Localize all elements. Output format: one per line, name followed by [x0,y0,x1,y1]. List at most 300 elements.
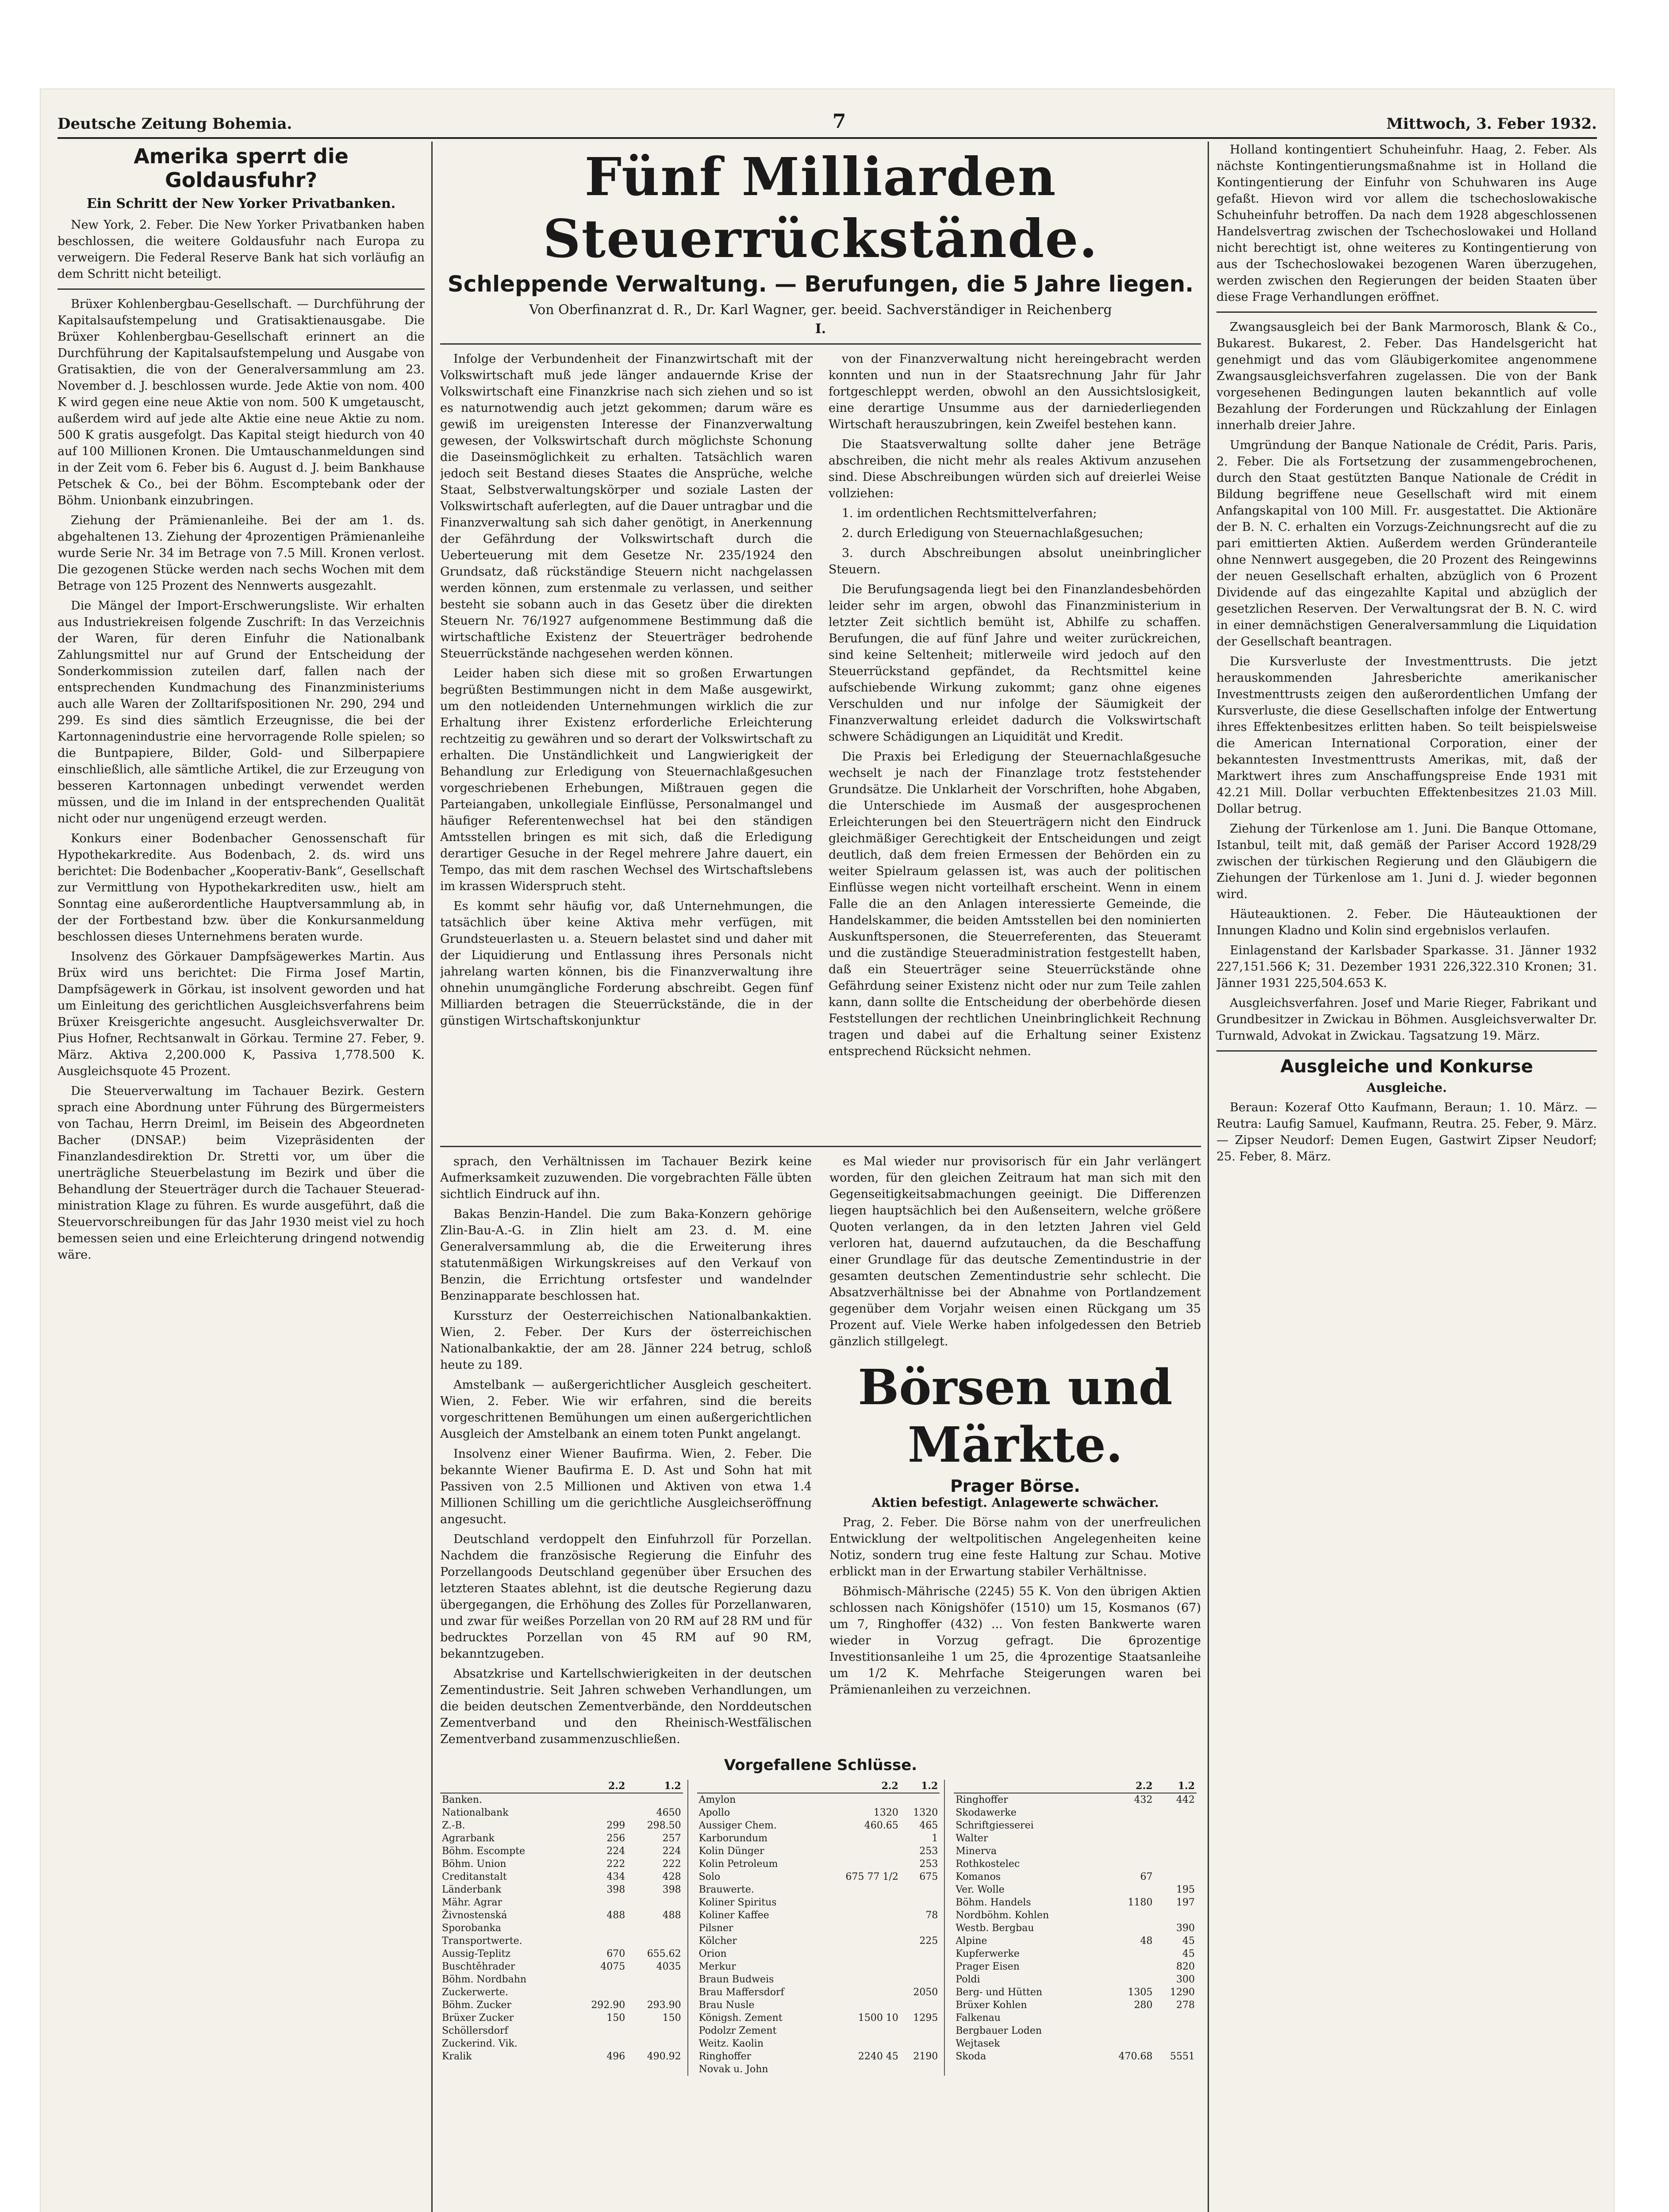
news-item: Häuteauktionen. 2. Feber. Die Häuteauktionen der Innungen Kladno und Kolin sind ergebnislos verlaufen. [1216,907,1597,937]
security-price: 655.62 [647,1948,681,1959]
security-name: Brau Nusle [698,2000,755,2011]
security-price [627,1935,683,1947]
security-price [900,2063,940,2076]
table-row [440,2024,683,2037]
table-row [697,1960,940,1973]
security-price: 67 [1140,1871,1153,1882]
table-row [954,1973,1197,1986]
security-price: 150 [606,2012,625,2024]
security-name: Walter [955,1833,988,1844]
security-name: Živnostenská [442,1910,507,1921]
security-price [900,2024,940,2037]
security-price [900,1947,940,1960]
security-name: Apollo [698,1807,730,1818]
news-item: Insolvenz des Görkauer Dampfsägewerkes Martin. Aus Brüx wird uns berichtet: Die Firma Josef Martin, Dampfsägewerk in Görkau, ist insolvent geworden und hat um Einleitung des gerichtlichen Ausgleichsverfahrens beim Brüxer Kreisgerichte angesucht. Ausgleichsverwalter Dr. Pius Hofner, Rechtsanwalt in Görkau. Termine 27. Feber, 9. März. Aktiva 2,200.000 K, Passiva 1,778.500 K. Ausgleichsquote 45 Prozent. [58,950,425,1078]
security-price [821,1793,900,1806]
security-price: 45 [1182,1948,1195,1959]
divider [1216,1050,1597,1052]
security-price: 1290 [1170,1987,1195,1998]
security-price: 278 [1176,2000,1195,2011]
ausgleiche-sub: Ausgleiche. [1366,1080,1447,1095]
news-item: Bakas Benzin-Handel. Die zum Baka-Konzern gehörige Zlin-Bau-A.-G. in Zlin hielt am 23. d. M. eine Generalversammlung ab, die die Erweiterung ihres statutenmäßigen Wirkungskreises auf den Verkauf von Benzin, die Errichtung ortsfester und wandelnder Benzinapparate beschlossen hat. [440,1207,812,1303]
right-column [1216,142,1597,2212]
security-name: Kralik [442,2051,472,2062]
news-item: Absatzkrise und Kartellschwierigkeiten in der deutschen Zementindustrie. Seit Jahren schweben Verhandlungen, um die beiden deutschen Zementverbände, den Norddeutschen Zementverband und den Rheinisch-Westfälischen Zementverband zusammenzuschließen. [440,1667,812,1746]
security-price: 293.90 [647,2000,681,2011]
security-name: Komanos [955,1871,1001,1882]
security-price [1098,2012,1155,2024]
security-name: Falkenau [955,2012,1001,2024]
quotes-title: Vorgefallene Schlüsse. [724,1756,917,1774]
paragraph: Die Staatsverwaltung sollte daher jene Beträge abschreiben, die nicht mehr als reales Aktivum anzusehen sind. Diese Abschreibungen würden sich auf dreierlei Weise vollziehen: [829,438,1201,500]
security-price [1098,1922,1155,1935]
security-price: 1295 [913,2012,938,2024]
security-name: Karborundum [698,1833,768,1844]
main-article-title: Fünf Milliarden Steuerrückstände. [543,146,1098,269]
security-name: Solo [698,1871,721,1882]
table-row [440,1845,683,1858]
security-price: 45 [1182,1936,1195,1947]
table-row [697,1806,940,1819]
security-price: 1320 [873,1807,898,1818]
security-price: 257 [662,1833,681,1844]
news-item: Umgründung der Banque Nationale de Crédit, Paris. Paris, 2. Feber. Die als Fortsetzung der zusammengebrochenen, durch den Staat gestützten Banque Nationale de Crédit in Bildung begriffene neue Gesellschaft wird mit einem Anfangskapital von 100 Mill. Fr. ausgestattet. Die Aktionäre der B. N. C. erhalten ein Vorzugs-Zeichnungsrecht auf die zu pari emittierten Aktien. Außerdem werden Gründeranteile ohne Nennwert ausgegeben, die 20 Prozent des Reingewinns der neuen Gesellschaft erhalten, abzüglich von 6 Prozent Dividende auf das eingezahlte Kapital und abzüglich der gesetzlichen Reserven. Der Verwaltungsrat der B. N. C. wird in einer demnächstigen Generalversammlung die Liquidation der Gesellschaft beantragen. [1216,438,1597,649]
security-price: 222 [606,1859,625,1870]
security-name: Amylon [698,1794,736,1805]
table-row [697,1832,940,1845]
table-row [697,1845,940,1858]
table-row [697,2050,940,2063]
security-price [1098,2024,1155,2037]
security-price: 1305 [1128,1987,1153,1998]
security-price [627,1793,683,1806]
security-price [1098,2037,1155,2050]
security-price: 675 [919,1871,938,1882]
column-rule [431,142,433,2212]
list-item: 2. durch Erledigung von Steuernachlaßgesuchen; [842,526,1143,540]
security-name: Ver. Wolle [955,1884,1005,1895]
security-price: 432 [1134,1794,1153,1805]
news-item: Deutschland verdoppelt den Einfuhrzoll für Porzellan. Nachdem die französische Regierung die Einfuhr des Porzellangoods Deutschland gegenüber über Ersuchen des letzteren Staates ablehnt, ist die deutsche Regierung dazu übergegangen, die Erhöhung des Zolles für Porzellanwaren, und zwar für weißes Porzellan von 20 RM auf 28 RM und für bedrucktes Porzellan von 45 RM auf 90 RM, bekanntzugeben. [440,1532,812,1661]
security-name: Kölcher [698,1936,737,1947]
table-row [440,1832,683,1845]
security-price [821,1909,900,1922]
security-price [571,1973,627,1986]
table-row [440,1973,683,1986]
paragraph: Infolge der Verbundenheit der Finanzwirtschaft mit der Volkswirtschaft muß jede länger andauernde Krise der Volkswirtschaft eine Finanzkrise nach sich ziehen und so ist es naturnotwendig auch jetzt gekommen; darum wäre es gewiß im ureigensten Interesse der Finanzverwaltung gewesen, der Volkswirtschaft durch möglichste Schonung die Daseinsmöglichkeit zu erhalten. Tatsächlich waren jedoch seit Bestand dieses Staates die Ansprüche, welche Staat, Selbstverwaltungskörper und soziale Lasten der Volkswirtschaft auferlegten, auf die Dauer untragbar und die Finanzverwaltung sah sich daher genötigt, in Anerkennung der Gefährdung der Volkswirtschaft durch die Ueberteuerung mit dem Gesetze Nr. 235/1924 den Grundsatz, daß rückständige Steuern nicht nachgelassen werden können, zum erstenmale zu verlassen, und seither besteht sie sobann auch in das Gesetz über die direkten Steuern Nr. 76/1927 aufgenommene Bestimmung daß die wirtschaftliche Existenz der Steuerträger bedrohende Steuerrückstände nachgesehen werden können. [440,352,813,661]
security-price [900,1973,940,1986]
paragraph: Es kommt sehr häufig vor, daß Unternehmungen, die tatsächlich über keine Aktiva mehr verfügen, mit Grundsteuerlasten u. a. Steuern belastet sind und daher mit der Liquidierung und Entlassung ihres Personals nicht jahrelang warten können, bis die Finanzverwaltung ihre ohnehin unumgängliche Forderung abschreibt. Gegen fünf Milliarden betragen die Steuerrückstände, die in der günstigen Wirtschaftskonjunktur [440,899,813,1028]
security-price [1155,1819,1197,1832]
security-name: Alpine [955,1936,987,1947]
security-price: 496 [606,2051,625,2062]
security-price [900,2037,940,2050]
security-price [627,1986,683,1999]
quotes-date-header: 1.2 [900,1780,940,1793]
main-article-byline: Von Oberfinanzrat d. R., Dr. Karl Wagner, ger. beeid. Sachverständiger in Reichenberg [529,302,1112,318]
security-name: Agrarbank [442,1833,495,1844]
prague-exchange-text: Prag, 2. Feber. Die Börse nahm von der unerfreulichen Entwicklung der weltpolitischen Angelegenheiten keine Notiz, sondern trug eine feste Haltung zur Schau. Motive erblickt man in der Erwartung stabiler Verhältnisse. [829,1516,1201,1578]
security-price: 390 [1176,1923,1195,1934]
issue-date: Mittwoch, 3. Feber 1932. [1386,115,1597,133]
table-row [697,2063,940,2076]
security-price: 299 [606,1820,625,1831]
main-article-col-b [829,351,1201,1063]
security-price [1098,1819,1155,1832]
security-price: 4075 [600,1961,625,1972]
security-price [900,1896,940,1909]
table-row [954,1896,1197,1909]
security-price [821,1947,900,1960]
table-row [440,1883,683,1896]
table-row [954,2024,1197,2037]
security-price: 2190 [913,2051,938,2062]
security-name: Schriftgiesserei [955,1820,1034,1831]
security-price: 256 [606,1833,625,1844]
security-name: Böhm. Zucker [442,2000,512,2011]
table-row [954,2012,1197,2024]
news-item: Die Mängel der Import-Erschwerungsliste. Wir erhalten aus Industriekreisen folgende Zuschrift: In das Verzeichnis der Waren, für deren Einfuhr die Nationalbank Zahlungsmittel nur auf Grund der Entscheidung der Sonderkommission zuteilen darf, fallen nach der entsprechenden Kundmachung des Finanzministeriums auch alle Waren der Zolltarifspositionen Nr. 290, 294 und 299. Es sind dies sämtlich Erzeugnisse, die bei der Kartonnagenindustrie eine hervorragende Rolle spielen; so die Buntpapiere, Bilder, Gold- und Silberpapiere einschließlich, alle sämtliche Artikel, die zur Erzeugung von besseren Kartonnagen unbedingt verwendet werden müssen, und die im Inland in der entsprechenden Qualität nicht oder nur ungenügend erzeugt werden. [58,599,425,826]
news-item: Brüxer Kohlenbergbau-Gesellschaft. — Durchführung der Kapitalsaufstempelung und Gratisaktienausgabe. Die Brüxer Kohlenbergbau-Gesellschaft erinnert an die Durchführung der Kapitalsaufstempelung und Ausgabe von Gratisaktien, die von der Generalversammlung am 23. November d. J. beschlossen wurde. Jede Aktie von nom. 400 K wird gegen eine neue Aktie von nom. 500 K umgetauscht, außerdem wird auf jede alte Aktie eine neue Aktie zu nom. 500 K gratis ausgefolgt. Das Kapital steigt hiedurch von 40 auf 100 Millionen Kronen. Die Umtauschanmeldungen sind in der Zeit vom 6. Feber bis 6. August d. J. beim Bankhause Petschek & Co., bei der Böhm. Escomptebank oder der Böhm. Unionbank einzubringen. [58,297,425,507]
table-row [440,1793,683,1806]
quotes-column [954,1780,1201,2076]
security-name: Poldi [955,1974,980,1985]
security-name: Zuckerwerte. [442,1987,508,1998]
security-price: 298.50 [647,1820,681,1831]
security-price: 820 [1176,1961,1195,1972]
security-name: Z.-B. [442,1820,465,1831]
market-text: Böhmisch-Mährische (2245) 55 K. Von den übrigen Aktien schlossen nach Königshöfer (1510) um 15, Kosmanos (67) um 7, Ringhoffer (432) ... Von festen Bankwerte waren wieder in Vorzug gefragt. Die 6prozentige Investitionsanleihe 1 um 25, die 4prozentige Staatsanleihe um 1/2 K. Mehrfache Steigerungen waren bei Prämienanleihen zu verzeichnen. [829,1585,1201,1697]
security-price: 460.65 [864,1820,898,1831]
table-row [697,2012,940,2024]
security-name: Ringhoffer [698,2051,752,2062]
security-name: Weitz. Kaolin [698,2038,764,2049]
table-row [440,1819,683,1832]
news-item: Die Steuerverwaltung im Tachauer Bezirk. Gestern sprach eine Abordnung unter Führung des Bürgermeisters von Tachau, Herrn Dreiml, im Beisein des Abgeordneten Bacher (DNSAP.) beim Vizepräsidenten der Finanzlandesdirektion Dr. Stretti vor, um über die unerträgliche Steuerbelastung im Bezirk und über die Behandlung der Steuerträger durch die Tachauer Steueradministration Klage zu führen. Es wurde ausgeführt, daß die Steuervorschreibungen für das Jahr 1930 meist viel zu hoch bemessen seien und eine Erleichterung dringend notwendig wäre. [58,1084,425,1262]
table-row [954,1883,1197,1896]
table-row [697,1819,940,1832]
security-name: Podolzr Zement [698,2025,777,2036]
security-price: 2240 45 [858,2051,898,2062]
security-price: 195 [1176,1884,1195,1895]
prague-exchange-sub: Aktien befestigt. Anlagewerte schwächer. [871,1495,1159,1510]
security-name: Böhm. Handels [955,1897,1031,1908]
table-row [954,2037,1197,2050]
news-item: Zwangsausgleich bei der Bank Marmorosch, Blank & Co., Bukarest. Bukarest, 2. Feber. Das Handelsgericht hat genehmigt und das vom Gläubigerkomitee angenommene Zwangsausgleichsverfahren zugelassen. Die von der Bank vorgesehenen Bedingungen lauten bekanntlich auf volle Bezahlung der Forderungen und Rückzahlung der Einlagen innerhalb dreier Jahre. [1216,320,1597,432]
security-price [821,1845,900,1858]
security-name: Böhm. Escompte [442,1846,526,1857]
security-name: Kupferwerke [955,1948,1020,1959]
security-name: Brauwerte. [698,1884,754,1895]
security-name: Mähr. Agrar [442,1897,503,1908]
quotes-table [440,1780,683,2063]
security-price [571,1922,627,1935]
security-name: Prager Eisen [955,1961,1020,1972]
paragraph: von der Finanzverwaltung nicht hereingebracht werden konnten und nun in der Staatsrechnung Jahr für Jahr fortgeschleppt werden, obwohl an den Aussichtslosigkeit, eine derartige Unsumme aus der darniederliegenden Wirtschaft herauszubringen, kein Zweifel bestehen kann. [829,352,1201,431]
table-row [697,1870,940,1883]
news-item: Insolvenz einer Wiener Baufirma. Wien, 2. Feber. Die bekannte Wiener Baufirma E. D. Ast und Sohn hat mit Passiven von 2.5 Millionen und Aktiven von etwa 1.4 Millionen Schilling um die gerichtliche Ausgleichseröffnung angesucht. [440,1447,812,1526]
table-row [440,1870,683,1883]
security-name: Nationalbank [442,1807,509,1818]
security-name: Transportwerte. [442,1936,522,1947]
column-rule [1208,142,1209,2212]
table-row [440,1896,683,1909]
security-price [821,2037,900,2050]
news-item: es Mal wieder nur provisorisch für ein Jahr verlängert worden, für den gleichen Zeitraum hat man sich mit den Gegenseitigkeitsabmachungen geeinigt. Die Differenzen liegen hauptsächlich bei den Außenseitern, welche größere Quoten verlangen, da in den letzten Jahren viel Geld verloren hat, dauernd aufzutauchen, da die Beschaffung einer Grundlage für das deutsche Zementindustrie in der gesamten deutschen Zementindustrie sehr schlecht. Die Absatzverhältnisse bei der Abnahme von Portlandzement gegenüber dem Vorjahr weisen einen Rückgang um 35 Prozent auf. Viele Werke haben infolgedessen den Betrieb gänzlich stillgelegt. [829,1155,1201,1348]
table-row [440,2050,683,2063]
security-name: Schöllersdorf [442,2025,508,2036]
security-price: 488 [662,1910,681,1921]
table-row [440,1909,683,1922]
security-price [1155,1845,1197,1858]
security-price [571,1935,627,1947]
security-price: 2050 [913,1987,938,1998]
news-item: Holland kontingentiert Schuheinfuhr. Haag, 2. Feber. Als nächste Kontingentierungsmaßnahme ist in Holland die Kontingentierung der Einfuhr von Schuhwaren ins Auge gefaßt. Hievon wird vor allem die tschechoslowakische Schuheinfuhr betroffen. Da nach dem 1928 abgeschlossenen Handelsvertrag zwischen der Tschechoslowakei und Holland nicht berechtigt ist, ohne weiteres zu Kontingentierung von aus der Tschechoslowakei bezogenen Waren überzugehen, werden zwischen den Regierungen der beiden Staaten über diese Frage Verhandlungen eröffnet. [1216,143,1597,304]
security-price [1098,1845,1155,1858]
quotes-date-header: 1.2 [1155,1780,1197,1793]
security-price [627,2037,683,2050]
security-name: Ringhoffer [955,1794,1008,1805]
security-name: Brüxer Zucker [442,2012,514,2024]
quotes-date-header: 2.2 [821,1780,900,1793]
security-price: 292.90 [591,2000,625,2011]
table-row [697,1922,940,1935]
table-row [954,1793,1197,1806]
security-name: Koliner Spiritus [698,1897,777,1908]
security-price [627,1973,683,1986]
table-row [954,1858,1197,1870]
security-name: Pilsner [698,1923,733,1934]
quotes-header-blank [697,1780,821,1793]
security-price [821,1832,900,1845]
table-row [440,1960,683,1973]
security-price: 280 [1134,2000,1153,2011]
security-name: Nordböhm. Kohlen [955,1910,1049,1921]
page-number: 7 [832,110,846,133]
security-price: 1500 10 [858,2012,898,2024]
security-price [821,1960,900,1973]
security-name: Kolin Dünger [698,1846,764,1857]
table-row [440,1986,683,1999]
security-price [1098,1858,1155,1870]
security-name: Orion [698,1948,727,1959]
paragraph: Die Praxis bei Erledigung der Steuernachlaßgesuche wechselt je nach der Finanzlage trotz feststehender Grundsätze. Die Unklarheit der Vorschriften, hohe Abgaben, die Unterschiede im Ausmaß der ausgesprochenen Erleichterungen bei den Steuerträgern nicht den Eindruck gleichmäßiger Gerechtigkeit der Entscheidungen und zeigt deutlich, daß dem freien Ermessen der Behörden ein zu weiter Spielraum gelassen ist, was auch der politischen Einflüsse wegen nicht vorteilhaft erscheint. Wenn in einem Falle die an den Anlagen interessierte Gemeinde, die Handelskammer, die beiden Amtsstellen bei den nominierten Auskunftspersonen, die Steuerreferenten, das Steueramt und die zuständige Steueradministration festgestellt haben, daß ein Steuerträger seine Steuerrückstände ohne Gefährdung seiner Existenz nicht oder nur zum Teile zahlen kann, dann sollte die Entscheidung der oberbehörde diesen Feststellungen der rechtlichen Uneinbringlichkeit Rechnung tragen und dabei auf die Erhaltung seiner Existenz entsprechend Rücksicht nehmen. [829,750,1201,1058]
quotes-date-header: 1.2 [627,1780,683,1793]
security-price [821,2063,900,2076]
quotes-table [954,1780,1197,2063]
security-price [821,1999,900,2012]
security-price [1098,1832,1155,1845]
security-name: Skodawerke [955,1807,1017,1818]
security-price [900,1922,940,1935]
security-name: Buschtěhrader [442,1961,515,1972]
security-price [571,1806,627,1819]
security-price [571,2037,627,2050]
security-name: Westb. Bergbau [955,1923,1034,1934]
divider [440,1146,1201,1147]
lower-col-a [440,1153,812,1751]
security-price: 224 [662,1846,681,1857]
security-price [900,1960,940,1973]
security-price: 197 [1176,1897,1195,1908]
security-price: 1180 [1128,1897,1153,1908]
security-name: Königsh. Zement [698,2012,783,2024]
divider [1216,311,1597,313]
quotes-column [440,1780,688,2076]
security-price: 1 [932,1833,938,1844]
security-price [1155,2012,1197,2024]
security-price: 442 [1176,1794,1195,1805]
security-price [1155,1858,1197,1870]
security-price: 224 [606,1846,625,1857]
news-item: Ziehung der Prämienanleihe. Bei der am 1. ds. abgehaltenen 13. Ziehung der 4prozentigen Prämienanleihe wurde Serie Nr. 34 im Betrage von 7.5 Mill. Kronen verlost. Die gezogenen Stücke werden nach sechs Wochen mit dem Betrage von 125 Prozent des Nennwerts ausgezahlt. [58,514,425,593]
security-name: Brüxer Kohlen [955,2000,1027,2011]
divider [58,288,425,290]
security-price: 150 [662,2012,681,2024]
security-price [1155,1909,1197,1922]
news-item: Ziehung der Türkenlose am 1. Juni. Die Banque Ottomane, Istanbul, teilt mit, daß gemäß der Pariser Accord 1928/29 zwischen der türkischen Regierung und den Gläubigern die Ziehungen der Türkenlose am 1. Juni d. J. wieder begonnen wird. [1216,822,1597,901]
newspaper-page [40,88,1615,2212]
security-name: Wejtasek [955,2038,1000,2049]
security-price [821,2024,900,2037]
table-row [954,1935,1197,1947]
main-article-part: I. [815,321,826,337]
security-name: Banken. [442,1794,482,1805]
security-price: 465 [919,1820,938,1831]
security-price [821,1896,900,1909]
news-item: Ausgleichsverfahren. Josef und Marie Rieger, Fabrikant und Grundbesitzer in Zwickau in Böhmen. Ausgleichsverwalter Dr. Turnwald, Advokat in Zwickau. Tagsatzung 19. März. [1216,996,1597,1043]
security-name: Kolin Petroleum [698,1859,778,1870]
quotes-date-header: 2.2 [1098,1780,1155,1793]
security-name: Aussig-Teplitz [442,1948,510,1959]
table-row [954,1845,1197,1858]
prague-exchange-title: Prager Börse. [950,1476,1080,1496]
news-item: Einlagenstand der Karlsbader Sparkasse. 31. Jänner 1932 227,151.566 K; 31. Dezember 1931 226,322.310 Kronen; 31. Jänner 1931 225,504.653 K. [1216,944,1597,990]
table-row [954,1870,1197,1883]
table-row [697,1947,940,1960]
table-row [697,1896,940,1909]
security-price [627,1896,683,1909]
security-price: 222 [662,1859,681,1870]
security-price: 225 [919,1936,938,1947]
security-price: 670 [606,1948,625,1959]
table-row [697,2037,940,2050]
security-price: 398 [662,1884,681,1895]
security-name: Zuckerind. Vik. [442,2038,518,2049]
security-price [821,1883,900,1896]
security-name: Aussiger Chem. [698,1820,777,1831]
security-price [1155,1870,1197,1883]
news-item: Kurssturz der Oesterreichischen Nationalbankaktien. Wien, 2. Feber. Der Kurs der österreichischen Nationalbankaktie, der am 28. Jänner 224 betrug, schloß heute zu 189. [440,1309,812,1372]
table-row [954,1986,1197,1999]
left-column [58,142,425,2212]
security-name: Braun Budweis [698,1974,774,1985]
security-price: 398 [606,1884,625,1895]
main-article [440,142,1201,1137]
ausgleiche-title: Ausgleiche und Konkurse [1280,1056,1533,1077]
security-name: Berg- und Hütten [955,1987,1043,1998]
paragraph: Leider haben sich diese mit so großen Erwartungen begrüßten Bestimmungen nicht in dem Maße ausgewirkt, um den notleidenden Unternehmungen wirklich die zur Erhaltung ihrer Existenz erforderliche Erleichterung rechtzeitig zu gewähren und so derart der Volkswirtschaft zu erhalten. Die Unständlichkeit und Langwierigkeit der Behandlung zur Erledigung von Steuernachlaßgesuchen vorgeschriebenen Erhebungen, Mißtrauen gegen die Parteiangaben, unkollegiale Einflüsse, Personalmangel und häufiger Referentenwechsel hat bei den ständigen Amtsstellen bringen es mit sich, daß die Erledigung derartiger Gesuche in der Regel mehrere Jahre dauert, ein Tempo, das mit dem raschen Wechsel des Wirtschaftslebens im krassen Widerspruch steht. [440,667,813,893]
table-row [697,2024,940,2037]
list-item: 1. im ordentlichen Rechtsmittelverfahren; [842,507,1097,520]
table-row [697,1935,940,1947]
table-row [954,1922,1197,1935]
security-price: 253 [919,1846,938,1857]
security-name: Brau Maffersdorf [698,1987,784,1998]
table-row [954,1806,1197,1819]
table-row [440,2037,683,2050]
main-article-col-a [440,351,813,1063]
security-price: 78 [925,1910,938,1921]
security-price: 4650 [656,1807,681,1818]
table-row [954,1832,1197,1845]
security-price: 434 [606,1871,625,1882]
gold-export-lead: New York, 2. Feber. Die New Yorker Privatbanken haben beschlossen, die weitere Goldausfuhr nach Europa zu verweigern. Die Federal Reserve Bank hat sich vorläufig an dem Schritt nicht beteiligt. [58,218,425,281]
security-price [1155,2037,1197,2050]
table-row [440,1806,683,1819]
paragraph: Die Berufungsagenda liegt bei den Finanzlandesbehörden leider sehr im argen, obwohl das Finanzministerium in letzter Zeit sichtlich bemüht ist, Abhilfe zu schaffen. Berufungen, die auf fünf Jahre und weiter zurückreichen, sind keine Seltenheit; mitlerweile wird jedoch auf den Steuerrückstand gepfändet, da Rechtsmittel keine aufschiebende Wirkung zukommt; ganz ohne eigenes Verschulden und nur infolge der Säumigkeit der Finanzverwaltung erleidet dadurch die Volkswirtschaft schwere Schädigungen an Liquidität und Kredit. [829,583,1201,744]
table-row [954,1999,1197,2012]
main-article-deck: Schleppende Verwaltung. — Berufungen, die 5 Jahre liegen. [447,271,1194,297]
table-row [440,1935,683,1947]
ausgleiche-text: Beraun: Kozeraf Otto Kaufmann, Beraun; 1. 10. März. — Reutra: Laufig Samuel, Kaufmann, Reutra. 25. Feber, 9. März. — Zipser Neudorf: Demen Eugen, Gastwirt Zipser Neudorf; 25. Feber, 8. März. [1216,1101,1597,1164]
security-name: Novak u. John [698,2064,768,2075]
security-price [900,1999,940,2012]
quotes-grid [440,1780,1201,2076]
security-name: Bergbauer Loden [955,2025,1042,2036]
security-price [627,2024,683,2037]
security-price [900,1793,940,1806]
security-name: Minerva [955,1846,997,1857]
paper-name: Deutsche Zeitung Bohemia. [58,115,292,133]
table-row [954,1960,1197,1973]
security-name: Koliner Kaffee [698,1910,769,1921]
news-item: sprach, den Verhältnissen im Tachauer Bezirk keine Aufmerksamkeit zuzuwenden. Die vorgebrachten Fälle übten sichtlich Eindruck auf ihn. [440,1155,812,1201]
security-price: 253 [919,1859,938,1870]
table-row [440,1999,683,2012]
table-row [440,2012,683,2024]
table-row [697,1986,940,1999]
security-price [1155,1832,1197,1845]
security-price [1098,1973,1155,1986]
table-row [697,1999,940,2012]
security-price [821,1935,900,1947]
table-row [440,1947,683,1960]
gold-export-subhead: Ein Schritt der New Yorker Privatbanken. [86,196,396,211]
security-price [1155,2024,1197,2037]
security-price [1098,1960,1155,1973]
security-price [1155,1806,1197,1819]
lower-section [440,1146,1201,2212]
security-name: Skoda [955,2051,986,2062]
security-price [821,1858,900,1870]
security-price [1098,1883,1155,1896]
security-price [571,1986,627,1999]
security-name: Sporobanka [442,1923,501,1934]
gold-export-headline: Amerika sperrt die Goldausfuhr? [134,144,349,192]
list-item: 3. durch Abschreibungen absolut uneinbringlicher Steuern. [829,546,1201,576]
security-price [571,1793,627,1806]
security-price [821,1922,900,1935]
page-header [58,111,1597,139]
security-price [571,1896,627,1909]
news-item: Amstelbank — außergerichtlicher Ausgleich gescheitert. Wien, 2. Feber. Wie wir erfahren, sind die bereits vorgeschrittenen Bemühungen um einen außergerichtlichen Ausgleich der Amstelbank an einem toten Punkt angelangt. [440,1378,812,1441]
table-row [697,1858,940,1870]
security-name: Länderbank [442,1884,502,1895]
security-price [627,1922,683,1935]
security-price: 48 [1140,1936,1153,1947]
security-name: Böhm. Union [442,1859,506,1870]
